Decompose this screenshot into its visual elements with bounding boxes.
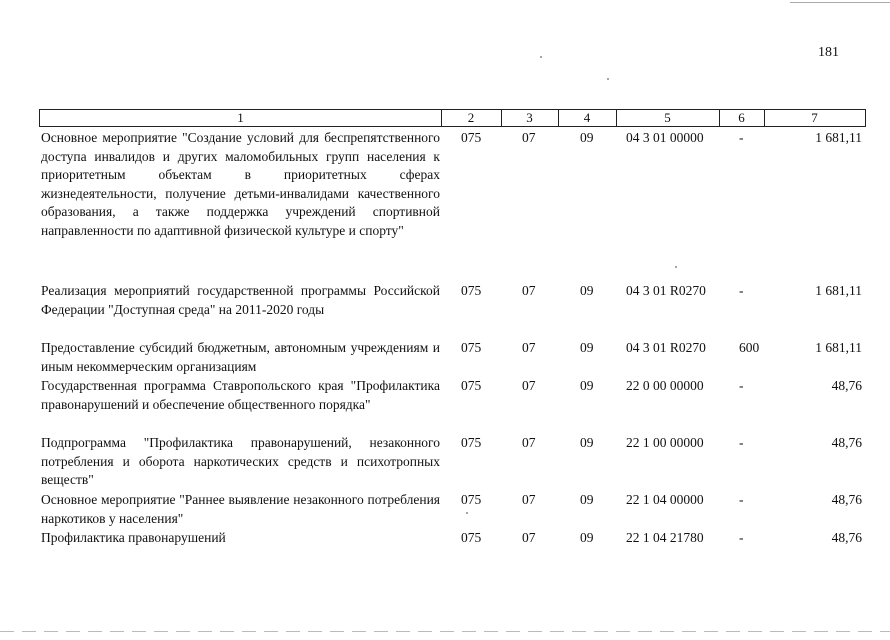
- scan-speck: [466, 512, 468, 514]
- row-7-col-7: 48,76: [831, 530, 862, 545]
- row-6-col-6: -: [739, 492, 744, 507]
- row-2-col-2: 075: [461, 283, 482, 298]
- row-5-col-3: 07: [522, 435, 536, 450]
- row-6-col-5: 22 1 04 00000: [626, 492, 704, 507]
- row-1-col-2: 075: [461, 130, 482, 145]
- scan-speck: [607, 78, 609, 80]
- row-7-col-6: -: [739, 530, 744, 545]
- row-2-col-3: 07: [522, 283, 536, 298]
- row-4-col-2: 075: [461, 378, 482, 393]
- row-4-description: Государственная программа Ставропольского края "Профилактика правонарушений и обеспечение общественного порядка": [41, 378, 440, 412]
- row-5-col-7: 48,76: [831, 435, 862, 450]
- row-1-col-7: 1 681,11: [815, 130, 862, 145]
- header-cell-4: 4: [558, 109, 617, 127]
- row-2-col-4: 09: [580, 283, 594, 298]
- row-6-col-2: 075: [461, 492, 482, 507]
- row-5-col-2: 075: [461, 435, 482, 450]
- row-1-description: Основное мероприятие "Создание условий для беспрепятственного доступа инвалидов и других маломобильных групп населения к приоритетным объектам в приоритетных сферах жизнедеятельности, получение детьми-инвалидами качественного образования, а также поддержка учреждений спортивной направленности по адаптивной физической культуре и спорту": [41, 130, 440, 238]
- row-1-col-5: 04 3 01 00000: [626, 130, 704, 145]
- header-cell-1: 1: [39, 109, 442, 127]
- scan-speck: [675, 266, 677, 268]
- row-2-description: Реализация мероприятий государственной программы Российской Федерации "Доступная среда" на 2011-2020 годы: [41, 283, 440, 317]
- row-3-description: Предоставление субсидий бюджетным, автономным учреждениям и иным некоммерческим организациям: [41, 340, 440, 374]
- row-4-col-5: 22 0 00 00000: [626, 378, 704, 393]
- scan-speck: [540, 56, 542, 58]
- row-6-col-4: 09: [580, 492, 594, 507]
- row-3-col-4: 09: [580, 340, 594, 355]
- row-3-col-2: 075: [461, 340, 482, 355]
- row-6-description: Основное мероприятие "Раннее выявление незаконного потребления наркотиков у населения": [41, 492, 440, 526]
- header-cell-2: 2: [441, 109, 502, 127]
- row-7-col-5: 22 1 04 21780: [626, 530, 704, 545]
- row-7-col-4: 09: [580, 530, 594, 545]
- row-1-col-3: 07: [522, 130, 536, 145]
- row-7-col-2: 075: [461, 530, 482, 545]
- row-5-description: Подпрограмма "Профилактика правонарушений, незаконного потребления и оборота наркотических средств и психотропных веществ": [41, 435, 440, 487]
- row-7-col-3: 07: [522, 530, 536, 545]
- row-4-col-7: 48,76: [831, 378, 862, 393]
- scan-bottom-edge: [0, 631, 890, 632]
- row-5-col-6: -: [739, 435, 744, 450]
- header-cell-3: 3: [501, 109, 559, 127]
- row-4-col-6: -: [739, 378, 744, 393]
- row-6-col-3: 07: [522, 492, 536, 507]
- row-5-col-4: 09: [580, 435, 594, 450]
- row-3-col-3: 07: [522, 340, 536, 355]
- row-1-col-4: 09: [580, 130, 594, 145]
- header-cell-7: 7: [764, 109, 866, 127]
- row-1-col-6: -: [739, 130, 744, 145]
- page-number: 181: [818, 45, 839, 60]
- row-5-col-5: 22 1 00 00000: [626, 435, 704, 450]
- row-3-col-5: 04 3 01 R0270: [626, 340, 706, 355]
- row-3-col-7: 1 681,11: [815, 340, 862, 355]
- header-cell-5: 5: [616, 109, 720, 127]
- row-2-col-5: 04 3 01 R0270: [626, 283, 706, 298]
- row-7-description: Профилактика правонарушений: [41, 530, 226, 545]
- row-4-col-3: 07: [522, 378, 536, 393]
- row-6-col-7: 48,76: [831, 492, 862, 507]
- row-2-col-6: -: [739, 283, 744, 298]
- row-3-col-6: 600: [739, 340, 760, 355]
- header-cell-6: 6: [719, 109, 765, 127]
- row-2-col-7: 1 681,11: [815, 283, 862, 298]
- scan-edge-mark: [790, 2, 890, 3]
- row-4-col-4: 09: [580, 378, 594, 393]
